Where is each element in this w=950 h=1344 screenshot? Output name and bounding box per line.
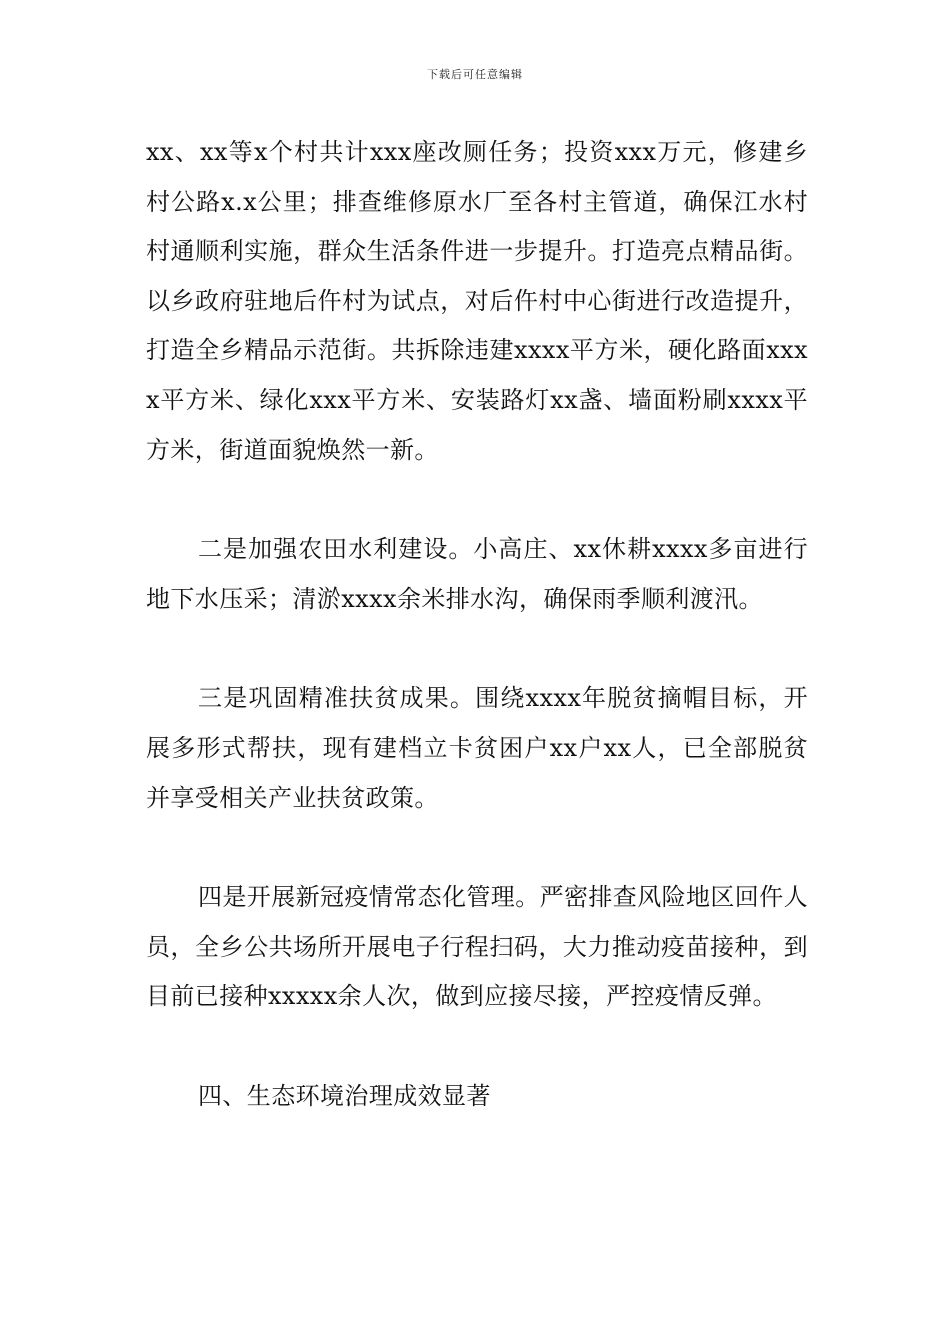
paragraph-spacer (146, 624, 808, 674)
section-heading-ecology: 四、生态环境治理成效显著 (198, 1081, 491, 1110)
paragraph-poverty-alleviation: 三是巩固精准扶贫成果。围绕xxxx年脱贫摘帽目标，开展多形式帮扶，现有建档立卡贫困户xx户xx人，已全部脱贫并享受相关产业扶贫政策。 (146, 684, 808, 812)
paragraph-epidemic-management: 四是开展新冠疫情常态化管理。严密排查风险地区回仵人员，全乡公共场所开展电子行程扫码，大力推动疫苗接种，到目前已接种xxxxx余人次，做到应接尽接，严控疫情反弹。 (146, 883, 808, 1011)
paragraph-spacer (146, 823, 808, 873)
paragraph-continuation: xx、xx等x个村共计xxx座改厕任务；投资xxx万元，修建乡村公路x.x公里；排查维修原水厂至各村主管道，确保江水村村通顺利实施，群众生活条件进一步提升。打造亮点精品街。以乡政府驻地后仵村为试点，对后仵村中心街进行改造提升，打造全乡精品示范街。共拆除违建xxxx平方米，硬化路面xxxx平方米、绿化xxx平方米、安装路灯xx盏、墙面粉刷xxxx平方米，街道面貌焕然一新。 (146, 138, 808, 464)
paragraph-spacer (146, 475, 808, 525)
paragraph-spacer (146, 1022, 808, 1072)
header-note: 下载后可任意编辑 (427, 68, 523, 81)
document-body (146, 128, 808, 1122)
paragraph-farmland-irrigation: 二是加强农田水利建设。小高庄、xx休耕xxxx多亩进行地下水压采；清淤xxxx余米排水沟，确保雨季顺利渡汛。 (146, 535, 808, 613)
